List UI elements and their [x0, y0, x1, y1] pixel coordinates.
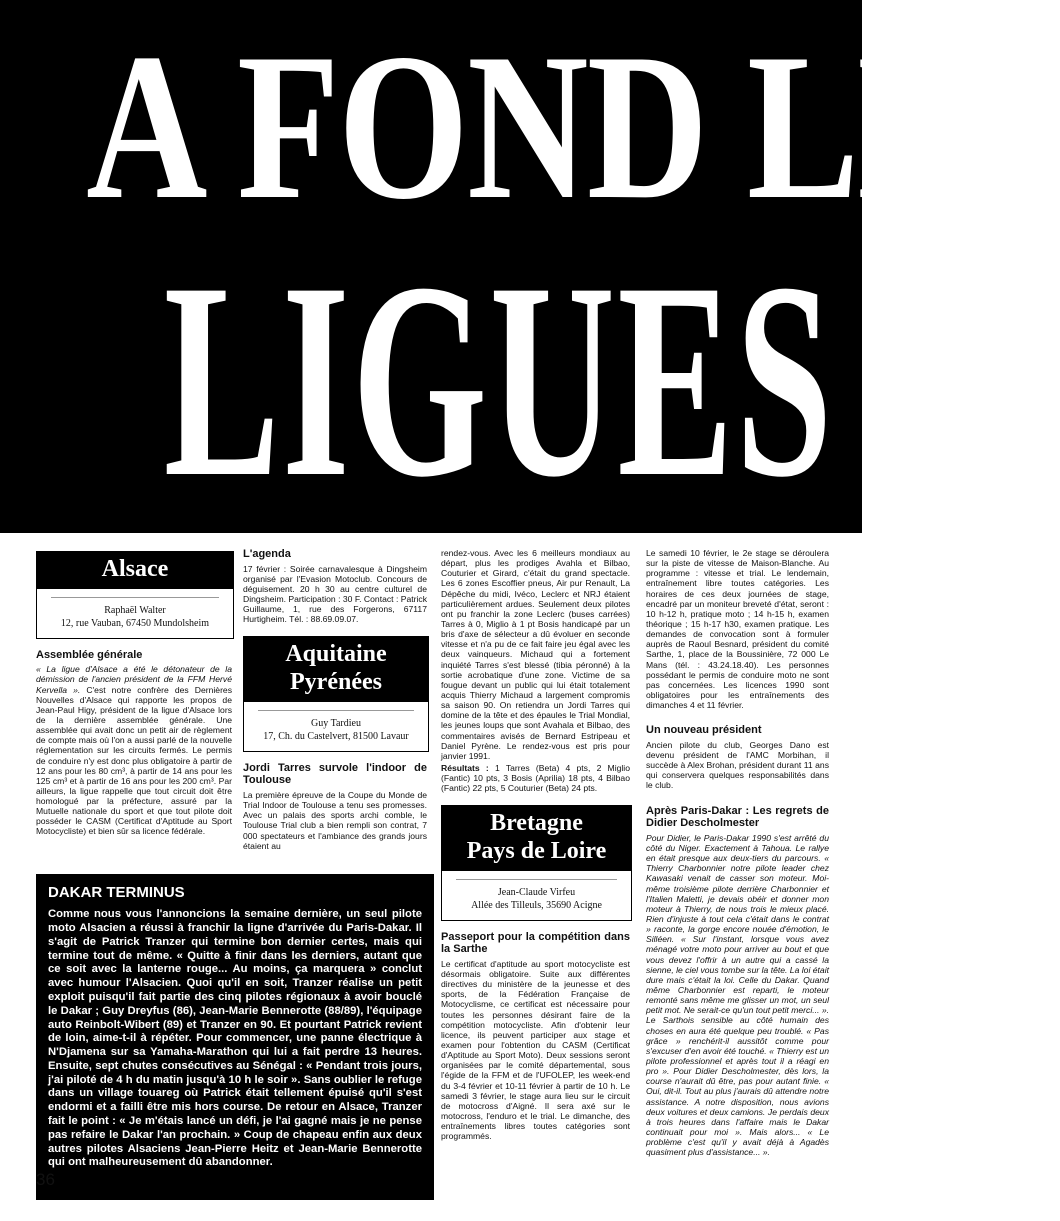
- dakar-box: [36, 874, 434, 1200]
- contact-address: 17, Ch. du Castelvert, 81500 Lavaur: [263, 730, 409, 742]
- article-body: C'est notre confrère des Dernières Nouvelles d'Alsace qui rapporte les propos de Jean-Paul Higy, président de la ligue d'Alsace lors de la dernière assemblée générale. Une assemblée qui avait donc un petit air de règlement de compte mais où l'on a aussi parlé de la nouvelle réglementation sur les circuits fermés. Le permis de conduire n'y est donc plus obligatoire à partir de 12 ans pour les 80 cm³, à partir de 14 ans pour les 125 cm³ et à partir de 16 ans pour les 200 cm³. Par ailleurs, la ligue rappelle que tout circuit doit être homologué par la préfecture, assuré par la Mutuelle nationale du sport et que tout pilote doit posséder le CASM (Certificat d'Aptitude au Sport Motocycliste) et bien sûr sa licence fédérale.: [36, 684, 233, 837]
- league-box-bretagne: [441, 805, 632, 920]
- headline-line-2: LIGUES: [163, 224, 835, 535]
- headline-line-1: A FOND LES: [86, 11, 1060, 243]
- article-body: rendez-vous. Avec les 6 meilleurs mondiaux au départ, plus les prodiges Avahla et Bilbao, Couturier et Girard, c'était du grand spectacle. Les 6 zones Escoffier pneus, Air pur Renault, La Dépêche du midi, Ivéco, Leclerc et NRJ étaient particulièrement ardues. Seulement deux pilotes ont pu franchir la zone Leclerc (buses carrées) Tarres à 0, Miglio à 1 pt Bosis handicapé par un bris d'axe de sélecteur a dû évoluer en seconde vitesse et n'a pu de ce fait faire jeu égal avec les deux vainqueurs. Michaud qui a fortement inquiété Tarres s'est blessé (tibia péronné) à la sortie acrobatique d'une zone. Victime de sa fougue devant un public qui lui était totalement acquis Thierry Michaud a largement compromis sa saison 90. On retiendra un Jordi Tarres qui domine de la tête et des épaules le Trial Mondial, les jeunes loups que sont Avahala et Bilbao, des commentaires avisés de Bernard Estripeau et Daniel Pyrène. Le rendez-vous est pris pour janvier 1991.: [441, 548, 630, 761]
- results-label: Résultats :: [441, 762, 489, 773]
- league-title-line: Aquitaine: [285, 641, 387, 668]
- section-heading: Assemblée générale: [36, 648, 143, 661]
- article-body: Ancien pilote du club, Georges Dano est devenu président de l'AMC Morbihan, il succède à Alex Brohan, président durant 11 ans qui conservera quelques responsabilités dans le club.: [646, 739, 829, 791]
- league-title: [442, 806, 631, 869]
- article-intro: « La ligue d'Alsace a été le détonateur de la démission de l'ancien président de la FFM Hervé Kervella ».: [36, 664, 232, 695]
- article-body: La première épreuve de la Coupe du Monde de Trial Indoor de Toulouse a tenu ses promesses. Avec un palais des sports archi comble, le Toulouse Trial club a bien rempli son contrat, 7 000 spectateurs et l'ambiance des grands jours étaient au: [243, 789, 427, 851]
- section-heading: Jordi Tarres survole l'indoor de Toulouse: [243, 761, 427, 787]
- league-title-line: Pyrénées: [290, 669, 382, 696]
- contact-name: Guy Tardieu: [311, 717, 361, 729]
- column-3: [441, 548, 630, 1143]
- column-4: [646, 548, 829, 1159]
- column-2: [243, 548, 427, 853]
- masthead: [0, 0, 1060, 535]
- dakar-body: Comme nous vous l'annoncions la semaine dernière, un seul pilote moto Alsacien a réussi à franchir la ligne d'arrivée du Paris-Dakar. Il s'agit de Patrick Tranzer qui termine bon dernier certes, mais qui termine tout de même. « Quitte à finir dans les derniers, autant que ce soit avec la lanterne rouge... Au moins, ça marquera » conclut avec humour l'Alsacien. Quoi qu'il en soit, Tranzer réalise un petit exploit puisqu'il fait partie des cinq pilotes régionaux à avoir bouclé le Dakar ; Guy Dreyfus (86), Jean-Marie Bennerotte (88/89), l'équipage auto Reinbolt-Wibert (89) et Tranzer en 90. Et pourtant Patrick revient de loin, aime-t-il à répéter. Pour commencer, une panne électrique à N'Djamena sur sa Yamaha-Marathon qui lui a fait perdre 13 heures. Ensuite, sept chutes consécutives au Sénégal : « Pendant trois jours, j'ai piloté de 4 h du matin jusqu'à 10 h le soir ». Sans oublier le refuge dans un village touareg où Patrick était tellement épuisé qu'il s'est endormi et a failli être mis hors course. De retour en Alsace, Tranzer fait le point : « Je m'étais lancé un défi, je l'ai gagné mais je ne pense pas refaire le Dakar l'an prochain. » Coup de chapeau enfin aux deux autres pilotes Alsaciens Jean-Pierre Heitz et Jean-Marie Bennerotte qui ont malheureusement dû abandonner.: [48, 908, 422, 1169]
- league-contact: [37, 588, 233, 638]
- contact-address: Allée des Tilleuls, 35690 Acigne: [471, 899, 602, 911]
- league-contact: [244, 701, 428, 751]
- section-heading: Après Paris-Dakar : Les regrets de Didier Descholmester: [646, 804, 829, 830]
- article-body: 17 février : Soirée carnavalesque à Dingsheim organisé par l'Evasion Motoclub. Concours de déguisement. 20 h 30 au centre culturel de Dingsheim. Participation : 30 F. Contact : Patrick Guillaume, 1, rue des Forgerons, 67117 Hurtigheim. Tél. : 88.69.09.07.: [243, 563, 427, 625]
- column-1: [36, 551, 232, 839]
- page-number: 36: [36, 1170, 55, 1189]
- article-body: Le certificat d'aptitude au sport motocycliste est désormais obligatoire. Suite aux différentes directives du ministère de la jeunesse et des sports, de la Fédération Française de Motocyclisme, ce certificat est nécessaire pour toutes les personnes désirant faire de la compétition motocycliste. Afin d'obtenir leur licence, ils peuvent participer aux stage et examen pour l'obtention du CASM (Certificat d'Aptitude au Sport Moto). Deux sessions seront organisées par le comité départemental, sous l'égide de la FFM et de l'UFOLEP, les week-end du 3-4 février et 10-11 février à partir de 10 h. Le samedi 3 février, le stage aura lieu sur le circuit de motocross d'Aigné. Il sera axé sur le motocross, l'enduro et le trial. Le dimanche, des entraînements libres toutes catégories sont programmés.: [441, 958, 630, 1142]
- contact-address: 12, rue Vauban, 67450 Mundolsheim: [60, 617, 210, 629]
- results-text: 1 Tarres (Beta) 4 pts, 2 Miglio (Fantic) 10 pts, 3 Bosis (Aprilia) 18 pts, 4 Bilbao (Fantic) 22 pts, 5 Couturier (Beta) 24 pts.: [441, 762, 631, 794]
- section-heading: Passeport pour la compétition dans la Sarthe: [441, 930, 630, 956]
- league-box-aquitaine: [243, 636, 429, 751]
- dakar-heading: DAKAR TERMINUS: [48, 884, 185, 901]
- league-title: Alsace: [37, 552, 233, 588]
- section-heading: Un nouveau président: [646, 724, 762, 737]
- article-body: Le samedi 10 février, le 2e stage se déroulera sur la piste de vitesse de Maison-Blanche. Au programme : vitesse et trial. Le lendemain, entraînement libre toutes catégories. Les horaires de ces deux journées de stage, encadré par un moniteur breveté d'état, seront : 10 h-12 h, pratique moto ; 14 h-15 h, examen théorique ; 15 h-17 h30, examen pratique. Les demandes de convocation sont à formuler auprès de Raoul Besnard, président du comité Sarthe, 1, place de la Boussinière, 72 000 Le Mans (tél. : 43.24.18.40). Les personnes possédant le permis de conduire moto ne sont pas concernées. Les licences 1990 sont obligatoires pour les entraînements des dimanches 4 et 11 février.: [646, 548, 829, 711]
- contact-name: Jean-Claude Virfeu: [497, 886, 576, 898]
- league-box-alsace: [36, 551, 234, 639]
- league-title: [244, 637, 428, 700]
- league-title-line: Bretagne: [490, 810, 583, 837]
- contact-name: Raphaël Walter: [104, 604, 166, 616]
- article-body: Pour Didier, le Paris-Dakar 1990 s'est arrêté du côté du Niger. Exactement à Tahoua. Le rallye en était presque aux deux-tiers du parcours. « Thierry Charbonnier notre pilote leader chez Kawasaki venait de casser son moteur. Moi-même troisième pilote derrière Charbonnier et l'Italien Maletti, je devais obéir et donner mon moteur à Thierry, de nous trois le mieux placé. Rien d'injuste à tout cela c'était dans le contrat » raconte, la gorge encore nouée d'émotion, le Silléen. « Sur l'instant, lorsque vous avez ménagé votre moto pour arriver au bout et que vous devez l'offrir à un autre qui a cassé la sienne, le ciel vous tombe sur la tête. La loi était dure mais c'était la loi. Celle du Dakar. Quand même Charbonnier est reparti, le moteur remonté sans même me glisser un mot, un seul petit mot. Ne serait-ce qu'un tout petit merci... ». Le Sarthois sensible au côté humain des choses en aura été quelque peu troublé. « Pas grâce » renchérit-il aussitôt comme pour s'excuser d'en avoir été touché. « Thierry est un pilote professionnel et après tout il a réagi en pro ». Pour Didier Descholmester, dès lors, la course n'aurait dû être, pas pour autant finie. « Oui, dit-il. Tout au plus j'aurais dû attendre notre assistance. A notre disposition, nous avions deux voitures et deux camions. Je perdais deux à trois heures dans l'affaire mais le Dakar continuait pour moi ». Mais alors... « Le problème c'est qu'il y avait déjà à Agadès quasiment plus d'assistance... ».: [646, 832, 829, 1158]
- league-contact: [442, 870, 631, 920]
- league-title-line: Pays de Loire: [466, 837, 607, 864]
- section-heading: L'agenda: [243, 548, 291, 560]
